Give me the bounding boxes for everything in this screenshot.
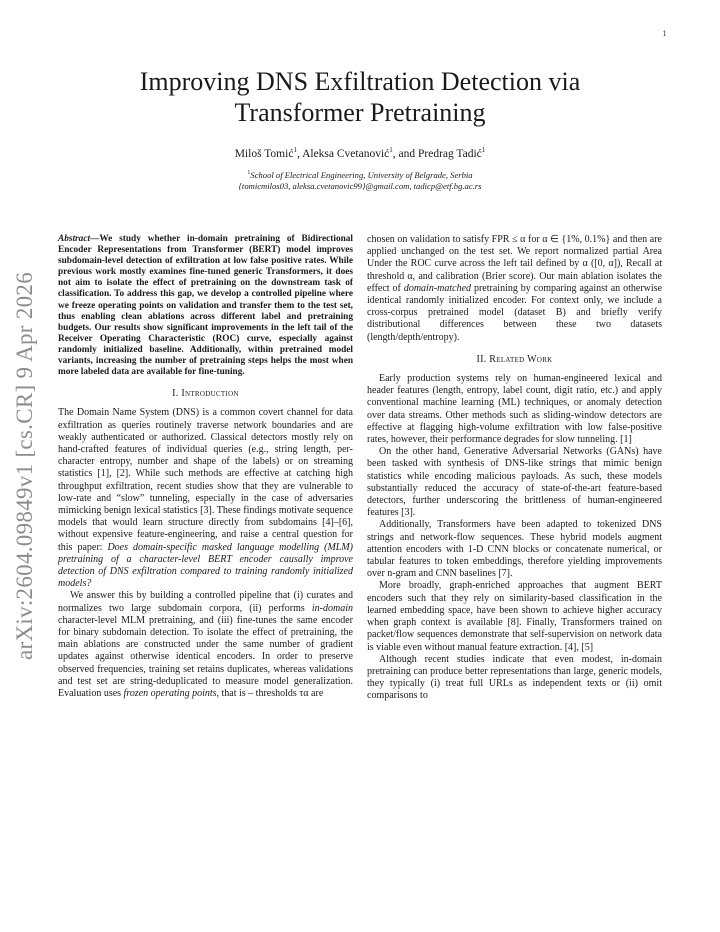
related-paragraph-4: More broadly, graph-enriched approaches that augment BERT encoders such that they rely on similarity-based classification in the learned embedding space, have been shown to achieve higher accuracy when graph context is available [8]. Finally, Transformers trained on packet/flow sequences demonstrate that self-supervision on network data is viable even without manual feature extraction. [4], [5] [367,580,662,653]
research-question: Does domain-specific masked language modelling (MLM) pretraining of a character-level BERT encoder causally improve detection of DNS exfiltration compared to training randomly initialized models? [58,541,353,590]
intro-paragraph-1-text: The Domain Name System (DNS) is a common covert channel for data exfiltration as queries routinely traverse network boundaries and are weakly authenticated or authorized. Classical detectors mostly rely on hand-crafted features of individual queries (e.g., string length, per-character entropy, number and shape of the labels) or on streaming statistics [1], [2]. While such methods are effective at catching high throughput exfiltration, recent studies show that they are vulnerable to low-rate and “slow” tunneling, especially in the case of adversaries mimicking benign lexical statistics [3]. These findings motivate sequence models that would learn structure directly from subdomains [4]–[6], without expensive feature-engineering, and raise a central question for this paper: [58,407,353,553]
intro-paragraph-2-text: , that is – thresholds τα are [216,688,324,700]
affiliation-emails: {tomicmilos03, aleksa.cvetanovic99}@gmail.com, tadicp@etf.bg.ac.rs [238,180,482,191]
author-name: Predrag Tadić [417,147,482,160]
page-number: 1 [662,30,667,38]
related-paragraph-2: On the other hand, Generative Adversarial Networks (GANs) have been tasked with synthesis of DNS-like strings that mimic benign statistics while encoding malicious payloads. As such, these models substantially reduced the accuracy of state-of-the-art feature-based detectors, further underscoring the brittleness of human-engineered features [3]. [367,446,662,519]
author-list [60,146,660,160]
related-paragraph-1: Early production systems rely on human-engineered lexical and header features (length, entropy, label count, digit ratio, etc.) and apply conventional machine learning (ML) techniques, or anomaly detection over data streams. Other methods such as sliding-window detectors are effective at flagging high-volume exfiltration with low false-positive rates, however, their performance degrades for slow tunneling. [1] [367,373,662,446]
intro-paragraph-2 [58,590,353,700]
affiliation-block [60,168,660,192]
abstract-text: —We study whether in-domain pretraining of Bidirectional Encoder Representations from Transformer (BERT) model improves subdomain-level detection of exfiltration at low false positive rates. While previous work mostly examines fine-tuned generic Transformers, it does not aim to isolate the effect of pretraining on the downstream task of classification. To address this gap, we develop a controlled pipeline where we freeze operating points on validation and transfer them to the test set, thus enabling clean ablations across different label and pretraining budgets. Our results show significant improvements in the left tail of the Receiver Operating Characteristic (ROC) curve, especially against randomly initialized baseline. Additionally, within pretrained model variants, increasing the number of pretraining steps helps the most when more labeled data are available for fine-tuning. [58,234,353,378]
affiliation-mark: 1 [247,170,251,176]
author-separator: , [296,147,303,160]
author-name: Miloš Tomić [234,147,294,160]
author-name: Aleksa Cvetanović [302,147,390,160]
abstract-paragraph [58,234,353,378]
intro-paragraph-2-text: character-level MLM pretraining, and (iii) fine-tunes the same encoder for binary subdomain detection. To isolate the effect of pretraining, the main ablations are constructed under the same number of gradient updates against otherwise identical encoders. In order to preserve observed frequencies, training set retains duplicates, whereas validations and test set are string-deduplicated to measure model generalization. Evaluation uses [58,614,353,700]
evaluation-text: chosen on validation to satisfy FPR ≤ α for α ∈ {1%, 0.1%} and then are applied unchanged on the test set. We report normalized partial Area Under the ROC curve across the left tail defined by α ([0, α]), Recall at threshold α, and calibration (Brier score). Our main ablation isolates the effect of [367,234,662,294]
emphasis-text: domain-matched [403,282,472,294]
related-paragraph-3: Additionally, Transformers have been adapted to tokenized DNS strings and network-flow sequences. These hybrid models augment attention encoders with 1-D CNN blocks or concatenate numerical, or tabular features to token embeddings, therefore yielding improvements over n-gram and CNN baselines [7]. [367,519,662,580]
affiliation-mark: 1 [481,146,486,154]
related-paragraph-5: Although recent studies indicate that even modest, in-domain pretraining can produce better representations than large, generic models, they typically (i) treat full URLs as independent texts or (ii) omit comparisons to [367,653,662,702]
section-heading-related-work: II. Related Work [476,353,553,365]
arxiv-identifier-stamp[interactable]: arXiv:2604.09849v1 [cs.CR] 9 Apr 2026 [12,271,37,660]
emphasis-text: in-domain [311,602,353,614]
section-heading-introduction: I. Introduction [172,388,239,400]
right-column [367,234,662,703]
title-line-1: Improving DNS Exfiltration Detection via [139,67,581,96]
abstract-label: Abstract [58,234,91,244]
affiliation-mark: 1 [293,146,297,154]
affiliation-institution: School of Electrical Engineering, University of Belgrade, Serbia [250,169,473,180]
evaluation-paragraph [367,234,662,344]
author-separator: , and [392,147,418,160]
title-line-2: Transformer Pretraining [234,98,486,127]
affiliation-mark: 1 [389,146,393,154]
evaluation-text: pretraining by comparing against an otherwise identical randomly initialized encoder. For context only, we include a cross-corpus pretrained model (dataset B) and briefly verify distributional differences between these two datasets (length/depth/entropy). [367,282,663,343]
intro-paragraph-1 [58,407,353,590]
paper-title [60,66,660,128]
left-column [58,234,353,700]
emphasis-text: frozen operating points [123,688,217,700]
intro-paragraph-2-text: We answer this by building a controlled pipeline that (i) curates and normalizes two large subdomain corpora, (ii) performs [58,590,353,614]
